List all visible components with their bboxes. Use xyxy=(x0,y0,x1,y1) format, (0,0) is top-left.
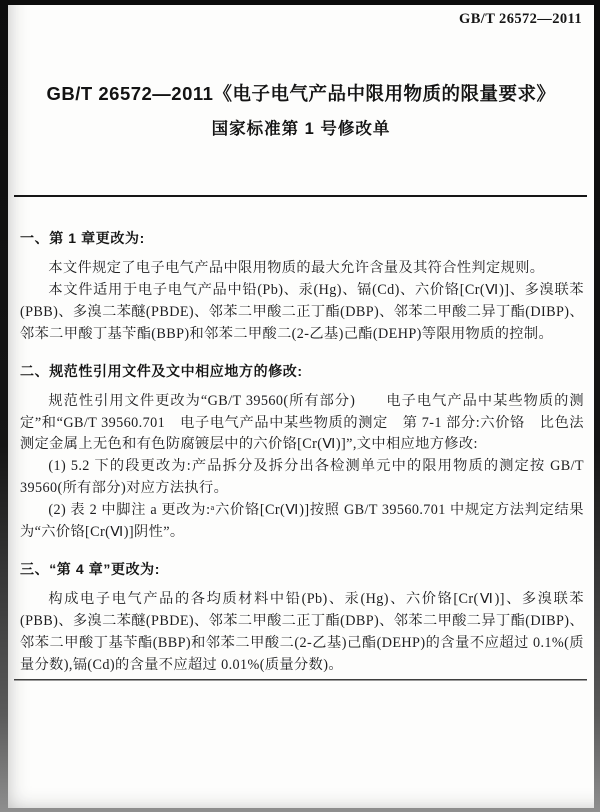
section-2-paragraph-1: 规范性引用文件更改为“GB/T 39560(所有部分) 电子电气产品中某些物质的测定”和“GB/T 39560.701 电子电气产品中某些物质的测定 第 7-1 部分:六价铬 比色法测定金属上无色和有色防腐镀层中的六价铬[Cr(Ⅵ)]”,文中相应地方修改: xyxy=(20,392,584,453)
section-3 xyxy=(20,560,584,677)
section-1-heading: 一、第 1 章更改为: xyxy=(20,230,145,246)
standard-code-header: GB/T 26572—2011 xyxy=(459,11,582,27)
document-body xyxy=(20,229,584,677)
section-2 xyxy=(20,362,584,544)
document-page xyxy=(8,5,594,808)
section-3-heading: 三、“第 4 章”更改为: xyxy=(20,560,161,577)
section-1-paragraph-1: 本文件规定了电子电气产品中限用物质的最大允许含量及其符合性判定规则。 xyxy=(48,260,545,276)
section-2-paragraph-3: (2) 表 2 中脚注 a 更改为:ᵃ六价铬[Cr(Ⅵ)]按照 GB/T 39560.701 中规定方法判定结果为“六价铬[Cr(Ⅵ)]阴性”。 xyxy=(20,502,584,541)
section-2-heading: 二、规范性引用文件及文中相应地方的修改: xyxy=(20,362,303,379)
section-1-paragraph-2: 本文件适用于电子电气产品中铅(Pb)、汞(Hg)、镉(Cd)、六价铬[Cr(Ⅵ)]、多溴联苯(PBB)、多溴二苯醚(PBDE)、邻苯二甲酸二正丁酯(DBP)、邻苯二甲酸二异丁酯(DIBP)、邻苯二甲酸丁基苄酯(BBP)和邻苯二甲酸二(2-乙基)己酯(DEHP)等限用物质的控制。 xyxy=(20,281,584,342)
document-title xyxy=(28,81,574,139)
bottom-divider xyxy=(14,679,587,681)
section-1 xyxy=(20,229,584,346)
section-2-paragraph-2: (1) 5.2 下的段更改为:产品拆分及拆分出各检测单元中的限用物质的测定按 GB/T 39560(所有部分)对应方法执行。 xyxy=(20,458,584,497)
section-3-paragraph-1: 构成电子电气产品的各均质材料中铅(Pb)、汞(Hg)、六价铬[Cr(Ⅵ)]、多溴联苯(PBB)、多溴二苯醚(PBDE)、邻苯二甲酸二正丁酯(DBP)、邻苯二甲酸二异丁酯(DIBP)、邻苯二甲酸丁基苄酯(BBP)和邻苯二甲酸二(2-乙基)己酯(DEHP)的含量不应超过 0.1%(质量分数),镉(Cd)的含量不应超过 0.01%(质量分数)。 xyxy=(20,590,584,673)
top-divider xyxy=(14,195,587,197)
document-title-line1: GB/T 26572—2011《电子电气产品中限用物质的限量要求》 xyxy=(46,83,556,104)
document-title-line2: 国家标准第 1 号修改单 xyxy=(211,120,391,138)
